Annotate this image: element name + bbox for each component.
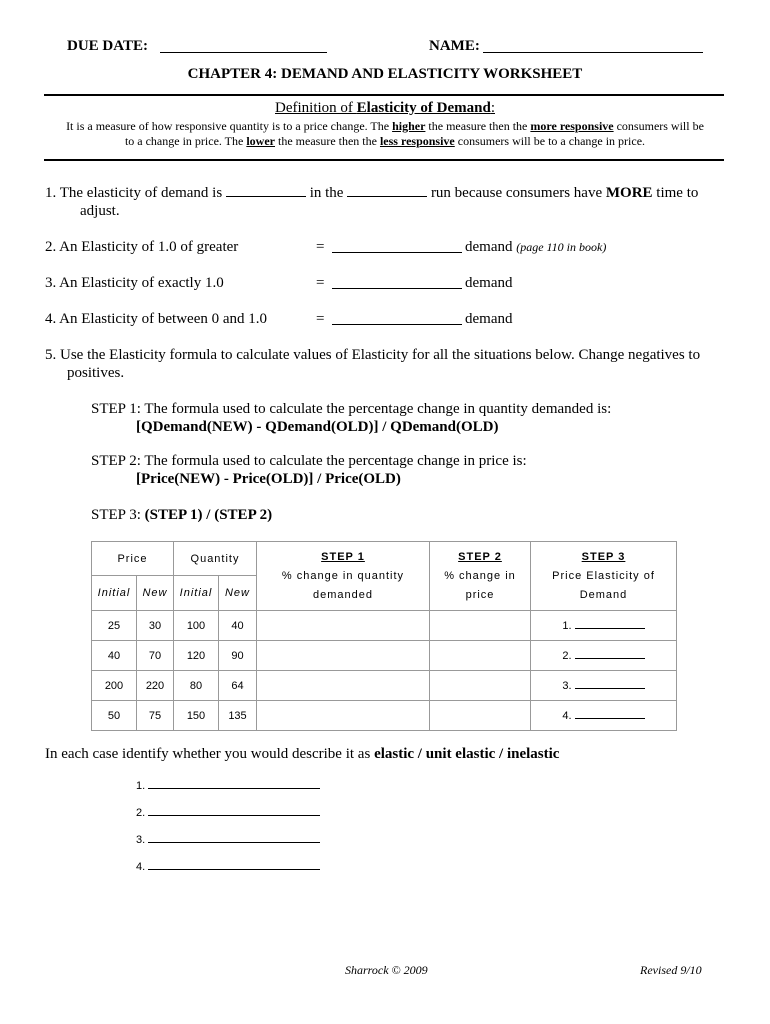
step-1-column-header: STEP 1 % change in quantity demanded [257, 542, 430, 611]
step-3-text: STEP 3: (STEP 1) / (STEP 2) [91, 507, 273, 523]
quantity-new-header: New [219, 576, 257, 611]
quantity-header: Quantity [174, 542, 257, 576]
q3-blank[interactable] [332, 288, 462, 289]
quantity-initial-cell: 80 [174, 671, 219, 701]
table-row [92, 671, 677, 701]
top-divider [44, 94, 724, 96]
step-2-answer-cell[interactable] [430, 671, 531, 701]
price-new-cell: 220 [137, 671, 174, 701]
question-3-answer: demand [465, 275, 513, 291]
due-date-blank[interactable] [160, 52, 327, 53]
step-3-answer-cell[interactable]: 1. [531, 611, 677, 641]
step-1-answer-cell[interactable] [257, 611, 430, 641]
price-header: Price [92, 542, 174, 576]
classify-item-2[interactable]: 2. [136, 807, 320, 819]
footer-author: Sharrock © 2009 [345, 963, 428, 977]
price-initial-cell: 25 [92, 611, 137, 641]
question-5-cont: positives. [67, 365, 125, 381]
quantity-new-cell: 64 [219, 671, 257, 701]
price-initial-cell: 200 [92, 671, 137, 701]
question-4-answer: demand [465, 311, 513, 327]
definition-heading: Definition of Elasticity of Demand: [275, 100, 495, 116]
price-initial-cell: 40 [92, 641, 137, 671]
classify-item-4[interactable]: 4. [136, 861, 320, 873]
q1-blank-1[interactable] [226, 196, 306, 197]
quantity-new-cell: 90 [219, 641, 257, 671]
step-1-answer-cell[interactable] [257, 701, 430, 731]
name-label: NAME: [429, 38, 480, 54]
quantity-new-cell: 40 [219, 611, 257, 641]
question-1-cont: adjust. [80, 203, 120, 219]
table-row [92, 701, 677, 731]
question-5: 5. Use the Elasticity formula to calculate values of Elasticity for all the situations below. Change negatives to [45, 347, 701, 363]
q2-blank[interactable] [332, 252, 462, 253]
table-row [92, 641, 677, 671]
classify-item-1[interactable]: 1. [136, 780, 320, 792]
due-date-label: DUE DATE: [67, 38, 148, 54]
classify-item-3[interactable]: 3. [136, 834, 320, 846]
price-initial-header: Initial [92, 576, 137, 611]
price-new-header: New [137, 576, 174, 611]
table-row [92, 611, 677, 641]
q4-blank[interactable] [332, 324, 462, 325]
footer-revised: Revised 9/10 [640, 963, 702, 977]
step-2-formula: [Price(NEW) - Price(OLD)] / Price(OLD) [136, 471, 401, 487]
step-1-text: STEP 1: The formula used to calculate the percentage change in quantity demanded is: [91, 401, 612, 417]
question-4-label: 4. An Elasticity of between 0 and 1.0 [45, 311, 268, 327]
step-2-answer-cell[interactable] [430, 641, 531, 671]
question-3-equals: = [316, 275, 325, 291]
question-4-equals: = [316, 311, 325, 327]
step-2-answer-cell[interactable] [430, 701, 531, 731]
step-3-answer-cell[interactable]: 3. [531, 671, 677, 701]
name-blank[interactable] [483, 52, 703, 53]
quantity-new-cell: 135 [219, 701, 257, 731]
price-new-cell: 30 [137, 611, 174, 641]
question-2-answer: demand (page 110 in book) [465, 239, 607, 255]
step-2-answer-cell[interactable] [430, 611, 531, 641]
quantity-initial-header: Initial [174, 576, 219, 611]
quantity-initial-cell: 100 [174, 611, 219, 641]
step-1-formula: [QDemand(NEW) - QDemand(OLD)] / QDemand(OLD) [136, 419, 499, 435]
definition-line-2: to a change in price. The lower the measure then the less responsive consumers will be to a change in price. [124, 134, 646, 148]
bottom-divider [44, 159, 724, 161]
question-2-label: 2. An Elasticity of 1.0 of greater [45, 239, 239, 255]
quantity-initial-cell: 150 [174, 701, 219, 731]
step-3-column-header: STEP 3 Price Elasticity of Demand [531, 542, 677, 611]
price-new-cell: 75 [137, 701, 174, 731]
step-2-text: STEP 2: The formula used to calculate the percentage change in price is: [91, 453, 527, 469]
page-title: CHAPTER 4: DEMAND AND ELASTICITY WORKSHEET [187, 66, 583, 82]
step-3-answer-cell[interactable]: 2. [531, 641, 677, 671]
step-3-answer-cell[interactable]: 4. [531, 701, 677, 731]
quantity-initial-cell: 120 [174, 641, 219, 671]
classify-prompt: In each case identify whether you would describe it as elastic / unit elastic / inelastic [45, 746, 560, 762]
definition-line-1: It is a measure of how responsive quantity is to a price change. The higher the measure then the more responsive consumers will be [66, 119, 704, 133]
question-1: 1. The elasticity of demand is in the run because consumers have MORE time to [45, 185, 699, 201]
step-2-column-header: STEP 2 % change in price [430, 542, 531, 611]
step-1-answer-cell[interactable] [257, 671, 430, 701]
q1-blank-2[interactable] [347, 196, 427, 197]
price-initial-cell: 50 [92, 701, 137, 731]
question-2-equals: = [316, 239, 325, 255]
question-3-label: 3. An Elasticity of exactly 1.0 [45, 275, 224, 291]
step-1-answer-cell[interactable] [257, 641, 430, 671]
price-new-cell: 70 [137, 641, 174, 671]
elasticity-table [91, 541, 677, 731]
